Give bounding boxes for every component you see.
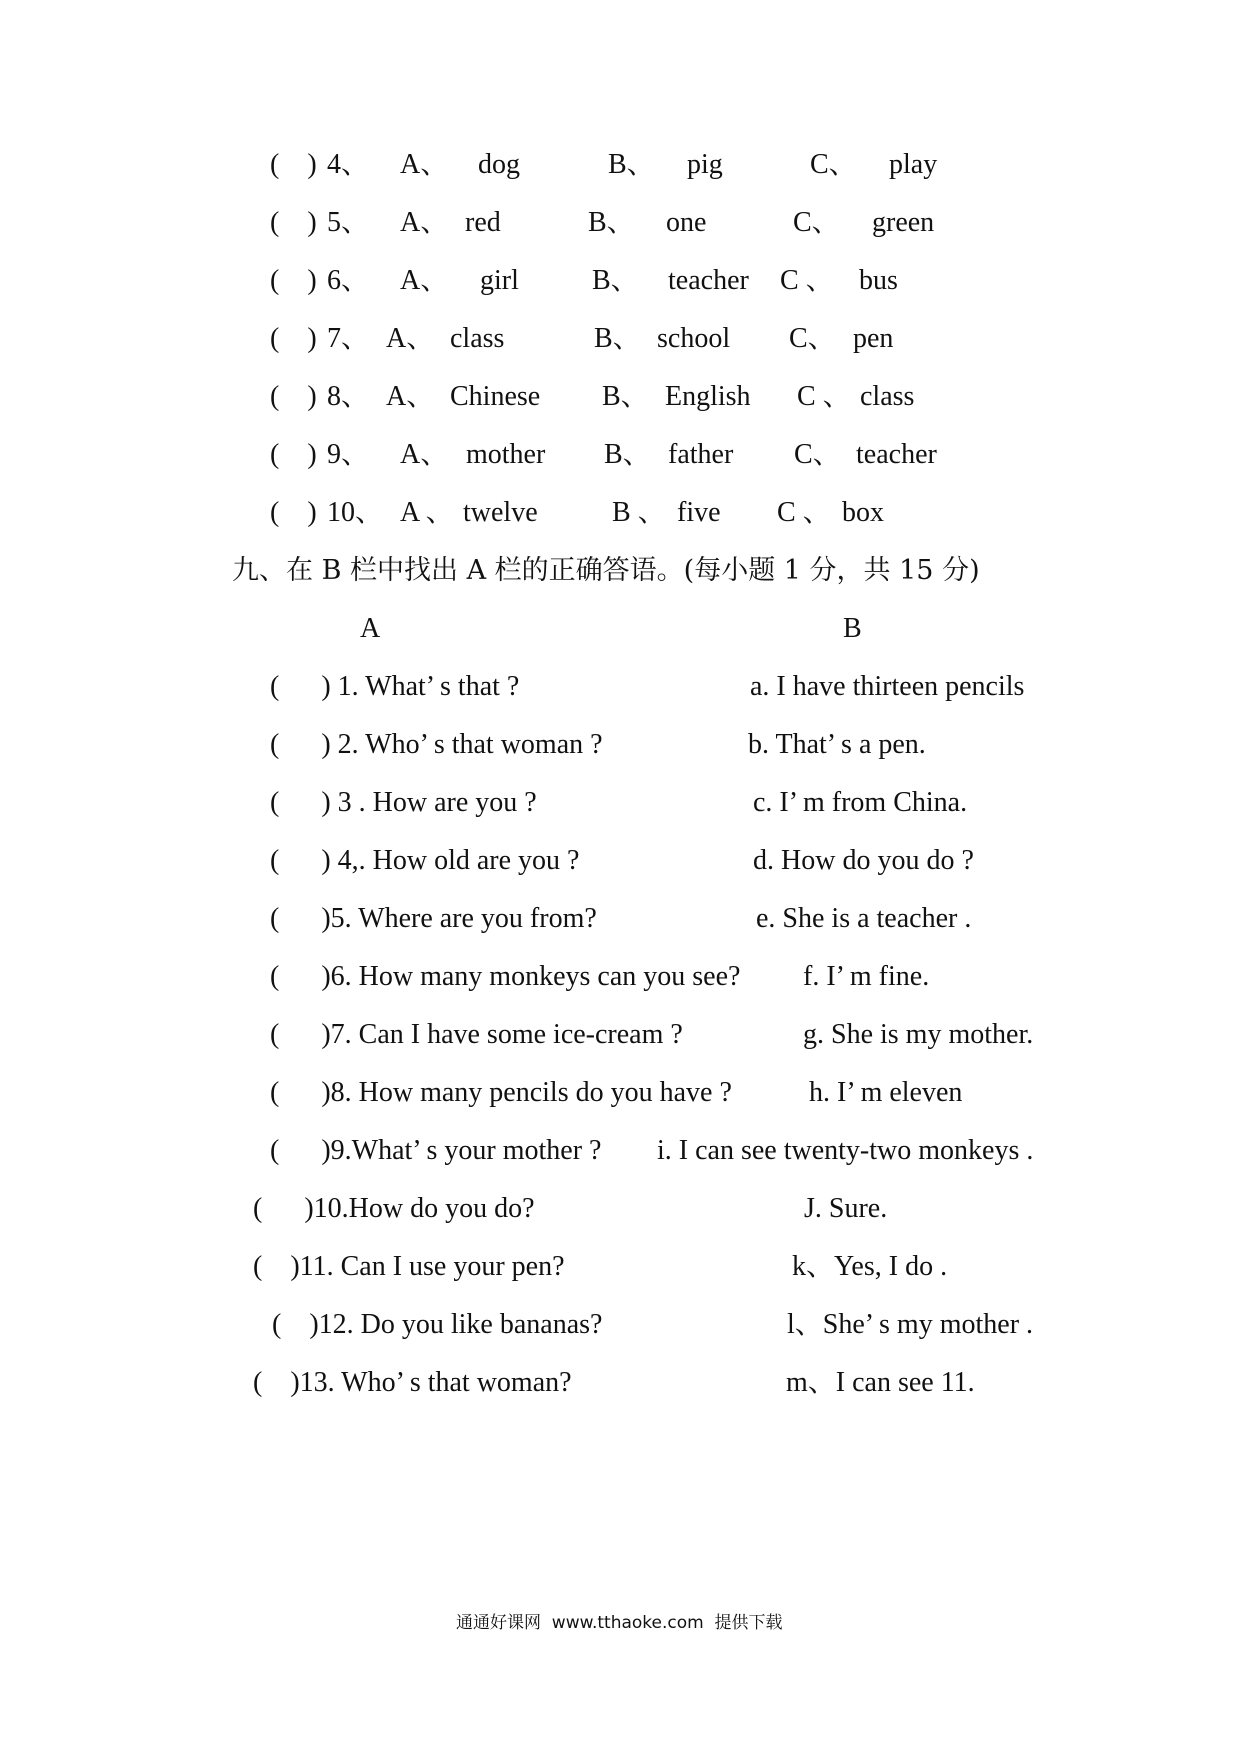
answer-paren[interactable]: ( ) [270, 149, 317, 180]
question-a-item[interactable]: ( ) 1. What’ s that ? [270, 671, 520, 702]
option-b-word: teacher [668, 265, 749, 296]
answer-paren[interactable]: ( ) [270, 323, 317, 354]
option-c-word: teacher [856, 439, 937, 470]
answer-paren[interactable]: ( ) [270, 439, 317, 470]
option-c-label: C、 [810, 149, 857, 180]
option-c-label: C 、 [797, 381, 851, 412]
page-footer: 通通好课网 www.tthaoke.com 提供下载 [456, 1613, 783, 1633]
option-a-label: A、 [400, 439, 449, 470]
option-a-word: girl [480, 265, 519, 296]
option-a-label: A、 [386, 323, 435, 354]
option-c-label: C、 [794, 439, 841, 470]
question-a-item[interactable]: ( ) 4,. How old are you ? [270, 845, 580, 876]
option-b-label: B、 [604, 439, 651, 470]
answer-b-item: a. I have thirteen pencils [750, 671, 1025, 702]
question-a-item[interactable]: ( ) 3 . How are you ? [270, 787, 537, 818]
option-a-label: A 、 [400, 497, 454, 528]
question-a-item[interactable]: ( ) 2. Who’ s that woman ? [270, 729, 603, 760]
answer-paren[interactable]: ( ) [270, 497, 317, 528]
option-c-word: bus [859, 265, 898, 296]
question-number: 5、 [327, 207, 370, 238]
question-number: 7、 [327, 323, 370, 354]
option-a-word: class [450, 323, 505, 354]
answer-b-item: d. How do you do ? [753, 845, 974, 876]
question-a-item[interactable]: ( )8. How many pencils do you have ? [270, 1077, 732, 1108]
option-c-word: green [872, 207, 935, 238]
option-a-word: red [465, 207, 501, 238]
option-b-label: B 、 [612, 497, 666, 528]
question-a-item[interactable]: ( )11. Can I use your pen? [253, 1251, 565, 1282]
answer-b-item: b. That’ s a pen. [748, 729, 926, 760]
question-number: 6、 [327, 265, 370, 296]
option-a-label: A、 [400, 207, 449, 238]
option-c-word: play [889, 149, 938, 180]
option-c-label: C 、 [780, 265, 834, 296]
option-b-word: one [666, 207, 707, 238]
question-a-item[interactable]: ( )13. Who’ s that woman? [253, 1367, 572, 1398]
question-a-item[interactable]: ( )9.What’ s your mother ? [270, 1135, 602, 1166]
option-b-label: B、 [588, 207, 635, 238]
answer-b-item: h. I’ m eleven [809, 1077, 963, 1108]
answer-b-item: l、She’ s my mother . [787, 1309, 1034, 1340]
option-a-label: A、 [400, 149, 449, 180]
option-c-word: box [842, 497, 884, 528]
question-number: 4、 [327, 149, 370, 180]
option-c-label: C 、 [777, 497, 831, 528]
option-a-word: mother [466, 439, 546, 470]
option-b-word: school [657, 323, 731, 354]
option-b-word: pig [687, 149, 723, 180]
option-b-word: English [665, 381, 751, 412]
answer-b-item: k、Yes, I do . [792, 1251, 948, 1282]
answer-b-item: m、I can see 11. [786, 1367, 975, 1398]
answer-b-item: e. She is a teacher . [756, 903, 972, 934]
question-a-item[interactable]: ( )6. How many monkeys can you see? [270, 961, 741, 992]
option-b-label: B、 [608, 149, 655, 180]
option-b-label: B、 [602, 381, 649, 412]
question-number: 10、 [327, 497, 384, 528]
option-a-word: dog [478, 149, 520, 180]
option-b-label: B、 [594, 323, 641, 354]
option-b-label: B、 [592, 265, 639, 296]
answer-b-item: f. I’ m fine. [803, 961, 930, 992]
section-heading: 九、在 B 栏中找出 A 栏的正确答语。(每小题 1 分，共 15 分) [232, 555, 980, 586]
option-c-word: class [860, 381, 915, 412]
option-a-label: A、 [386, 381, 435, 412]
answer-paren[interactable]: ( ) [270, 381, 317, 412]
answer-b-item: J. Sure. [804, 1193, 888, 1224]
option-b-word: father [668, 439, 734, 470]
option-c-word: pen [853, 323, 894, 354]
option-a-label: A、 [400, 265, 449, 296]
answer-paren[interactable]: ( ) [270, 265, 317, 296]
question-a-item[interactable]: ( )5. Where are you from? [270, 903, 597, 934]
column-b-header: B [843, 613, 862, 644]
answer-paren[interactable]: ( ) [270, 207, 317, 238]
answer-b-item: c. I’ m from China. [753, 787, 968, 818]
option-c-label: C、 [789, 323, 836, 354]
question-a-item[interactable]: ( )10.How do you do? [253, 1193, 535, 1224]
option-b-word: five [677, 497, 721, 528]
question-number: 9、 [327, 439, 370, 470]
option-a-word: twelve [463, 497, 538, 528]
answer-b-item: g. She is my mother. [803, 1019, 1034, 1050]
question-number: 8、 [327, 381, 370, 412]
question-a-item[interactable]: ( )12. Do you like bananas? [272, 1309, 603, 1340]
option-a-word: Chinese [450, 381, 541, 412]
question-a-item[interactable]: ( )7. Can I have some ice-cream ? [270, 1019, 683, 1050]
column-a-header: A [360, 613, 381, 644]
answer-b-item: i. I can see twenty-two monkeys . [657, 1135, 1034, 1166]
option-c-label: C、 [793, 207, 840, 238]
